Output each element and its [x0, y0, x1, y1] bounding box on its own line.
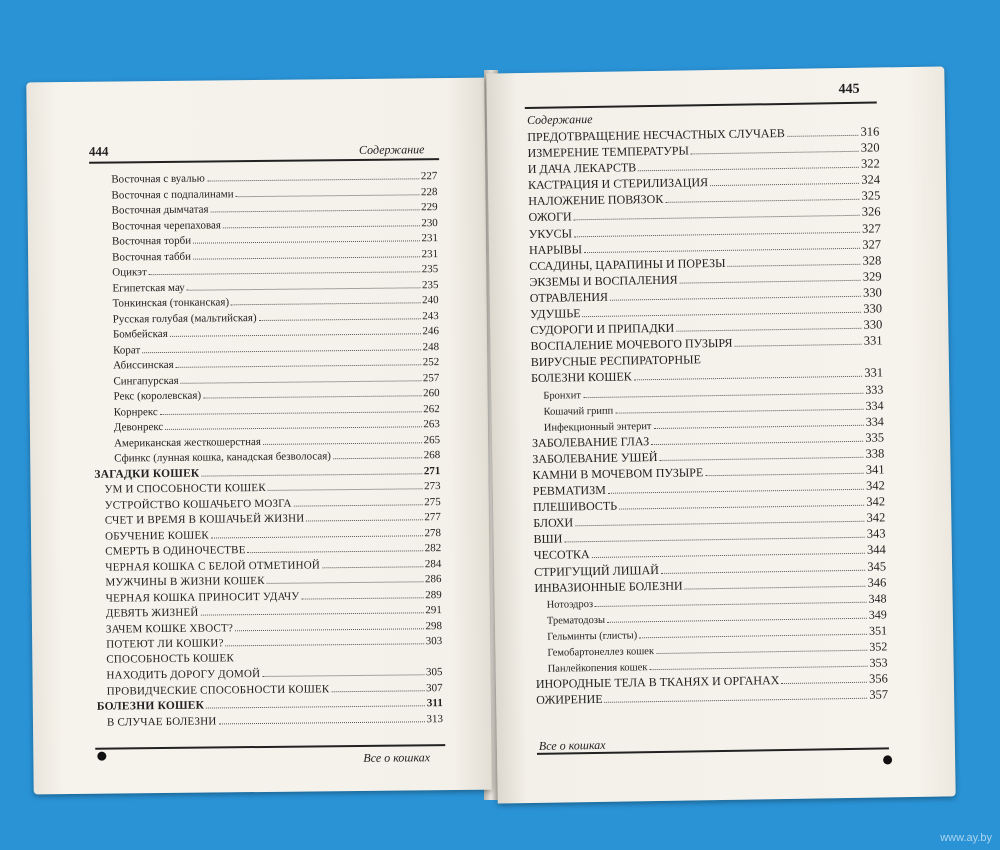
toc-entry-page: 353 [869, 655, 888, 670]
toc-dot-leader [661, 559, 866, 573]
toc-dot-leader [659, 447, 863, 461]
toc-entry-title: ПЛЕШИВОСТЬ [532, 498, 618, 515]
toc-dot-leader [705, 463, 864, 476]
toc-entry-page: 286 [424, 573, 442, 586]
toc-dot-leader [170, 323, 421, 337]
toc-entry-page: 316 [860, 124, 880, 139]
toc-dot-leader [639, 624, 867, 639]
toc-entry-title: МУЖЧИНЫ В ЖИЗНИ КОШЕК [105, 574, 265, 589]
toc-entry-page: 278 [424, 526, 442, 539]
toc-dot-leader [592, 543, 866, 558]
toc-entry-title: ЭКЗЕМЫ И ВОСПАЛЕНИЯ [529, 272, 678, 289]
toc-dot-leader [149, 261, 420, 275]
toc-entry-title: БОЛЕЗНИ КОШЕК [96, 699, 205, 713]
toc-entry-title: Девонрекс [113, 421, 164, 434]
toc-entry-title: Инфекционный энтерит [543, 420, 652, 434]
toc-dot-leader [638, 157, 859, 171]
toc-entry-page: 268 [423, 449, 441, 462]
toc-dot-leader [236, 184, 419, 197]
toc-entry-title: ОТРАВЛЕНИЯ [529, 289, 609, 305]
toc-dot-leader [651, 431, 863, 445]
toc-dot-leader [142, 339, 420, 353]
toc-dot-leader [210, 199, 419, 212]
toc-entry-page: 343 [866, 526, 886, 542]
toc-entry-page: 298 [425, 619, 443, 632]
toc-entry-page: 351 [868, 623, 888, 638]
toc-entry-page: 262 [423, 402, 440, 415]
toc-dot-leader [734, 334, 862, 347]
toc-dot-leader [333, 447, 422, 459]
toc-entry-page: 240 [422, 294, 439, 307]
toc-dot-leader [607, 608, 867, 623]
toc-dot-leader [564, 527, 865, 543]
toc-entry-page: 334 [865, 398, 884, 413]
toc-entry-title: Бронхит [543, 389, 582, 402]
toc-entry-page: 231 [421, 232, 439, 245]
toc-entry-title: СПОСОБНОСТЬ КОШЕК [106, 651, 235, 666]
toc-entry-title: ДЕВЯТЬ ЖИЗНЕЙ [105, 606, 199, 620]
left-bullet-icon [97, 752, 106, 761]
toc-entry-page: 342 [866, 494, 886, 509]
toc-entry-page: 282 [424, 542, 442, 555]
toc-dot-leader [193, 246, 420, 259]
toc-entry-title: Бомбейская [112, 327, 168, 341]
toc-entry-page: 271 [423, 464, 441, 477]
toc-entry-page: 330 [862, 285, 882, 300]
toc-entry-title: ВОСПАЛЕНИЕ МОЧЕВОГО ПУЗЫРЯ [530, 336, 733, 354]
toc-entry-title: УСТРОЙСТВО КОШАЧЬЕГО МОЗГА [104, 497, 292, 512]
toc-entry-title: СУДОРОГИ И ПРИПАДКИ [530, 320, 675, 338]
toc-dot-leader [193, 230, 419, 243]
toc-entry-title: Восточная табби [112, 250, 192, 264]
toc-entry-title: ИНОРОДНЫЕ ТЕЛА В ТКАНЯХ И ОРГАНАХ [535, 673, 780, 692]
toc-entry-page: 235 [421, 278, 439, 291]
toc-entry-title: ЧЕСОТКА [533, 547, 590, 563]
toc-entry-page: 291 [425, 604, 442, 617]
toc-dot-leader [181, 370, 421, 384]
toc-entry-title: УДУШЬЕ [529, 306, 581, 322]
toc-entry-page: 331 [863, 333, 883, 348]
toc-entry-title: Русская голубая (мальтийская) [112, 311, 257, 326]
toc-entry-title: НАРЫВЫ [528, 241, 583, 257]
toc-dot-leader [218, 711, 424, 724]
toc-entry-title: Панлейкопения кошек [547, 662, 648, 675]
toc-entry-title: ЗАБОЛЕВАНИЕ УШЕЙ [532, 449, 658, 466]
toc-dot-leader [160, 401, 422, 415]
toc-entry-page: 307 [426, 681, 443, 694]
toc-dot-leader [584, 237, 860, 252]
toc-entry-page: 227 [420, 170, 438, 183]
toc-entry-title: Тонкинская (тонканская) [112, 296, 230, 310]
toc-entry-title: ЗАГАДКИ КОШЕК [94, 467, 200, 481]
toc-entry-title: Сингапурская [113, 374, 179, 388]
toc-dot-leader [200, 602, 423, 615]
toc-entry-title: ЗАЧЕМ КОШКЕ ХВОСТ? [105, 621, 234, 636]
toc-entry-page: 311 [426, 697, 443, 710]
toc-entry-title: ЧЕРНАЯ КОШКА С БЕЛОЙ ОТМЕТИНОЙ [105, 558, 321, 574]
toc-entry-page: 341 [865, 462, 885, 477]
toc-dot-leader [615, 398, 864, 413]
toc-dot-leader [331, 680, 424, 692]
left-header-rule [89, 158, 439, 164]
toc-entry-page: 329 [862, 269, 882, 284]
watermark: www.ay.by [940, 832, 992, 844]
toc-dot-leader [679, 270, 860, 284]
toc-entry-title: ЧЕРНАЯ КОШКА ПРИНОСИТ УДАЧУ [105, 590, 300, 605]
toc-dot-leader [207, 168, 419, 181]
toc-dot-leader [649, 656, 867, 670]
toc-entry-title: Восточная дымчатая [111, 203, 209, 217]
toc-entry-title: Гельминты (глисты) [547, 630, 638, 643]
right-footer-title: Все о кошках [538, 737, 606, 753]
toc-entry-title: Кошачий грипп [543, 405, 614, 418]
toc-dot-leader [201, 463, 422, 476]
toc-entry-title: Восточная с вуалью [111, 172, 205, 186]
left-toc-list [91, 168, 443, 730]
toc-entry-title: ОБУЧЕНИЕ КОШЕК [104, 529, 209, 543]
toc-entry-title: КАМНИ В МОЧЕВОМ ПУЗЫРЕ [532, 465, 704, 482]
toc-entry-page: 252 [422, 356, 440, 369]
toc-entry-page: 257 [422, 371, 440, 384]
toc-entry-page: 305 [425, 666, 443, 679]
toc-entry-page: 331 [864, 365, 884, 381]
toc-entry-title: Рекс (королевская) [113, 389, 202, 403]
toc-dot-leader [268, 478, 422, 491]
toc-entry-page: 246 [422, 325, 439, 338]
toc-entry-title: Оцикэт [112, 266, 147, 279]
toc-entry-page: 325 [861, 188, 881, 204]
toc-entry-page: 330 [863, 317, 883, 332]
toc-entry-title: ССАДИНЫ, ЦАРАПИНЫ И ПОРЕЗЫ [529, 255, 726, 273]
toc-entry-page: 334 [865, 414, 884, 429]
toc-entry-page: 284 [424, 557, 442, 570]
toc-dot-leader [574, 221, 860, 236]
toc-entry-title: Восточная черепаховая [111, 218, 221, 233]
toc-dot-leader [301, 587, 423, 599]
toc-entry-page: 357 [869, 687, 889, 702]
toc-entry-page: 328 [862, 253, 882, 268]
toc-dot-leader [223, 215, 419, 228]
toc-entry-title: Трематодозы [546, 614, 606, 627]
right-page [486, 66, 955, 803]
toc-entry-page: 248 [422, 340, 440, 353]
toc-entry-title: В СЛУЧАЕ БОЛЕЗНИ [106, 714, 217, 729]
toc-dot-leader [685, 575, 866, 589]
toc-dot-leader [165, 416, 421, 430]
toc-dot-leader [236, 649, 440, 661]
toc-dot-leader [656, 640, 868, 654]
toc-dot-leader [187, 277, 420, 290]
toc-dot-leader [176, 354, 421, 368]
toc-dot-leader [653, 414, 864, 428]
toc-entry-page: 263 [423, 418, 440, 431]
toc-entry-page: 335 [865, 430, 885, 445]
toc-entry-page: 289 [425, 588, 442, 601]
toc-entry-page: 345 [867, 558, 887, 574]
toc-entry-page: 324 [861, 172, 881, 188]
toc-entry-title: Абиссинская [113, 358, 174, 372]
toc-entry-page: 313 [426, 712, 444, 725]
toc-entry-page: 326 [861, 204, 881, 220]
toc-entry-title: Нотоэдроз [546, 598, 594, 611]
toc-entry-title: ОЖИРЕНИЕ [536, 692, 603, 708]
toc-entry-title: ОЖОГИ [528, 209, 572, 225]
toc-entry-page: 346 [867, 575, 887, 590]
toc-entry-page: 277 [424, 511, 441, 524]
toc-entry-title: БЛОХИ [533, 515, 574, 531]
toc-entry-page: 330 [863, 301, 883, 316]
toc-dot-leader [248, 540, 423, 553]
toc-entry-title: СМЕРТЬ В ОДИНОЧЕСТВЕ [105, 544, 246, 558]
toc-dot-leader [665, 189, 859, 203]
toc-dot-leader [259, 308, 421, 321]
right-page-number: 445 [838, 81, 860, 98]
toc-dot-leader [582, 302, 861, 317]
toc-entry-title: Восточная с подпалинами [111, 187, 234, 202]
left-header-title: Содержание [358, 142, 425, 157]
toc-dot-leader [703, 351, 881, 364]
toc-dot-leader [634, 366, 863, 381]
left-page [26, 78, 491, 795]
toc-entry-title: Американская жесткошерстная [114, 435, 261, 450]
toc-entry-title: Сфинкс (лунная кошка, канадская безволосая) [114, 450, 332, 465]
toc-entry-page: 265 [423, 433, 441, 446]
toc-entry-title: УКУСЫ [528, 225, 573, 241]
toc-entry-title: УМ И СПОСОБНОСТИ КОШЕК [104, 481, 266, 496]
toc-entry-page: 348 [868, 591, 887, 606]
toc-entry-page: 352 [869, 639, 888, 654]
toc-entry-page: 342 [865, 478, 885, 493]
toc-entry-page: 349 [868, 607, 887, 622]
toc-entry-page: 260 [422, 387, 440, 400]
right-header-title: Содержание [526, 111, 593, 128]
toc-entry-title: Корнрекс [113, 405, 158, 419]
toc-entry-page: 322 [860, 156, 880, 171]
toc-entry-page: 228 [420, 185, 438, 198]
right-header-rule [525, 102, 877, 110]
toc-entry-page: 333 [865, 381, 884, 397]
toc-entry-title: КАСТРАЦИЯ И СТЕРИЛИЗАЦИЯ [527, 175, 709, 193]
toc-entry-page: 275 [424, 495, 441, 508]
left-page-number: 444 [88, 143, 109, 159]
toc-dot-leader [710, 173, 859, 186]
toc-entry-title: Египетская мау [112, 281, 185, 295]
toc-entry-page: 243 [422, 309, 439, 322]
toc-entry-page: 327 [861, 221, 881, 236]
toc-entry-title: ПРЕДОТВРАЩЕНИЕ НЕСЧАСТНЫХ СЛУЧАЕВ [527, 125, 785, 145]
toc-dot-leader [322, 556, 423, 568]
toc-dot-leader [203, 385, 421, 398]
toc-entry-page: 344 [866, 542, 886, 558]
toc-entry-title: ВИРУСНЫЕ РЕСПИРАТОРНЫЕ [530, 352, 702, 370]
toc-dot-leader [262, 664, 424, 677]
toc-entry-title: СТРИГУЩИЙ ЛИШАЙ [534, 562, 660, 579]
toc-entry-page: 230 [421, 216, 438, 229]
toc-dot-leader [294, 494, 423, 506]
toc-dot-leader [306, 509, 422, 521]
toc-dot-leader [787, 125, 859, 137]
toc-dot-leader [211, 525, 423, 538]
toc-entry-title: Восточная торби [111, 234, 192, 248]
left-footer-title: Все о кошках [363, 750, 431, 765]
right-bullet-icon [883, 755, 892, 764]
toc-dot-leader [206, 695, 425, 708]
open-book [22, 70, 962, 810]
toc-dot-leader [226, 633, 424, 646]
toc-entry-page: 273 [423, 480, 441, 493]
toc-entry-page: 327 [862, 237, 882, 252]
toc-dot-leader [267, 571, 423, 584]
toc-entry-page: 303 [425, 635, 443, 648]
toc-entry-title: БОЛЕЗНИ КОШЕК [530, 369, 632, 386]
toc-entry-title: ПРОВИДЧЕСКИЕ СПОСОБНОСТИ КОШЕК [106, 682, 330, 698]
toc-entry-title: Корат [113, 343, 141, 357]
toc-dot-leader [727, 254, 860, 267]
toc-entry-page: 231 [421, 247, 439, 260]
toc-entry-title: НАЛОЖЕНИЕ ПОВЯЗОК [528, 192, 664, 209]
toc-entry-title: Гемобартонеллез кошек [547, 646, 655, 659]
toc-entry-title: ИЗМЕРЕНИЕ ТЕМПЕРАТУРЫ [527, 143, 690, 161]
toc-dot-leader [263, 432, 422, 445]
toc-entry-title: И ДАЧА ЛЕКАРСТВ [527, 160, 637, 177]
toc-dot-leader [575, 511, 865, 527]
toc-dot-leader [691, 141, 859, 155]
toc-entry-page: 338 [865, 446, 885, 461]
toc-entry-title: ПОТЕЮТ ЛИ КОШКИ? [106, 637, 224, 651]
toc-dot-leader [781, 672, 867, 684]
toc-entry-title: СЧЕТ И ВРЕМЯ В КОШАЧЬЕЙ ЖИЗНИ [104, 512, 305, 527]
toc-dot-leader [235, 618, 424, 631]
toc-entry-title: РЕВМАТИЗМ [532, 482, 606, 499]
toc-entry-title: ЗАБОЛЕВАНИЕ ГЛАЗ [531, 433, 650, 450]
toc-dot-leader [619, 495, 864, 510]
toc-entry-page: 229 [421, 201, 438, 214]
toc-entry-page: 342 [866, 510, 886, 525]
toc-entry-title: НАХОДИТЬ ДОРОГУ ДОМОЙ [106, 668, 261, 682]
toc-entry-title: ИНВАЗИОННЫЕ БОЛЕЗНИ [534, 578, 683, 595]
toc-dot-leader [231, 292, 420, 305]
toc-entry-title: ВШИ [533, 531, 563, 547]
toc-entry-page: 320 [860, 140, 880, 155]
right-toc-list [527, 123, 888, 708]
toc-dot-leader [676, 318, 861, 332]
toc-entry-page: 356 [868, 671, 888, 686]
toc-entry-page: 235 [421, 263, 439, 276]
left-footer-rule [95, 744, 445, 750]
